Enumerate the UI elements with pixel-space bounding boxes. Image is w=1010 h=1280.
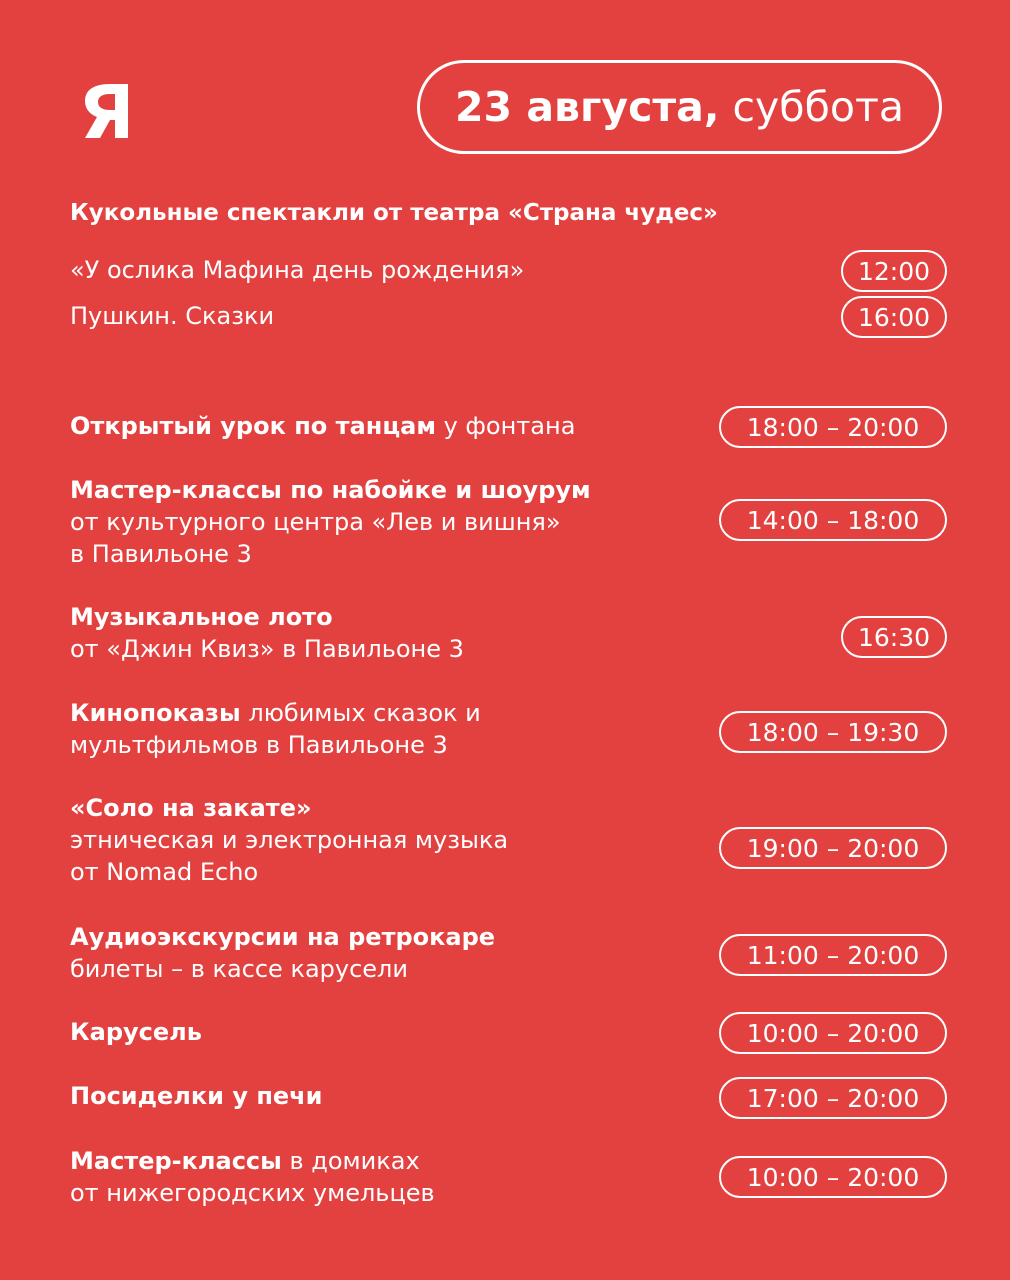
event-title: Открытый урок по танцам (70, 412, 436, 440)
event-item (70, 410, 575, 442)
time-badge: 14:00 – 18:00 (719, 499, 947, 541)
event-desc: билеты – в кассе карусели (70, 955, 408, 983)
event-title: Посиделки у печи (70, 1082, 323, 1110)
time-badge: 11:00 – 20:00 (719, 934, 947, 976)
event-desc: у фонтана (435, 412, 576, 440)
event-title: Мастер-классы по набойке и шоурум (70, 476, 591, 504)
time-badge: 12:00 (841, 250, 947, 292)
event-item (70, 1080, 322, 1112)
event-desc: от «Джин Квиз» в Павильоне 3 (70, 635, 464, 663)
event-item (70, 921, 495, 985)
event-desc: мультфильмов в Павильоне 3 (70, 731, 448, 759)
event-title: Мастер-классы (70, 1147, 282, 1175)
event-title: «Соло на закате» (70, 794, 312, 822)
date-bold: 23 августа, (455, 83, 720, 131)
event-item (70, 792, 508, 888)
weekday: суббота (732, 83, 904, 131)
event-desc: в домиках (281, 1147, 420, 1175)
event-desc: от Nomad Echo (70, 858, 259, 886)
event-title: Музыкальное лото (70, 603, 333, 631)
time-badge: 18:00 – 20:00 (719, 406, 947, 448)
event-title: Карусель (70, 1018, 202, 1046)
event-desc: в Павильоне 3 (70, 540, 252, 568)
event-item (70, 697, 481, 761)
event-desc: от культурного центра «Лев и вишня» (70, 508, 561, 536)
time-badge: 17:00 – 20:00 (719, 1077, 947, 1119)
event-item (70, 1145, 435, 1209)
event-item (70, 1016, 202, 1048)
date-header (417, 60, 942, 154)
event-title: Кинопоказы (70, 699, 241, 727)
time-badge: 18:00 – 19:30 (719, 711, 947, 753)
event-desc: от нижегородских умельцев (70, 1179, 435, 1207)
event-desc: любимых сказок и (240, 699, 481, 727)
time-badge: 10:00 – 20:00 (719, 1012, 947, 1054)
time-badge: 16:30 (841, 616, 947, 658)
yandex-logo-icon (80, 80, 132, 142)
puppet-show-name: «У ослика Мафина день рождения» (70, 256, 525, 284)
time-badge: 10:00 – 20:00 (719, 1156, 947, 1198)
event-item (70, 474, 591, 570)
puppet-section-title: Кукольные спектакли от театра «Страна чудес» (70, 200, 718, 226)
event-desc: этническая и электронная музыка (70, 826, 509, 854)
time-badge: 19:00 – 20:00 (719, 827, 947, 869)
time-badge: 16:00 (841, 296, 947, 338)
event-item (70, 601, 464, 665)
event-title: Аудиоэкскурсии на ретрокаре (70, 923, 496, 951)
puppet-show-name: Пушкин. Сказки (70, 302, 275, 330)
